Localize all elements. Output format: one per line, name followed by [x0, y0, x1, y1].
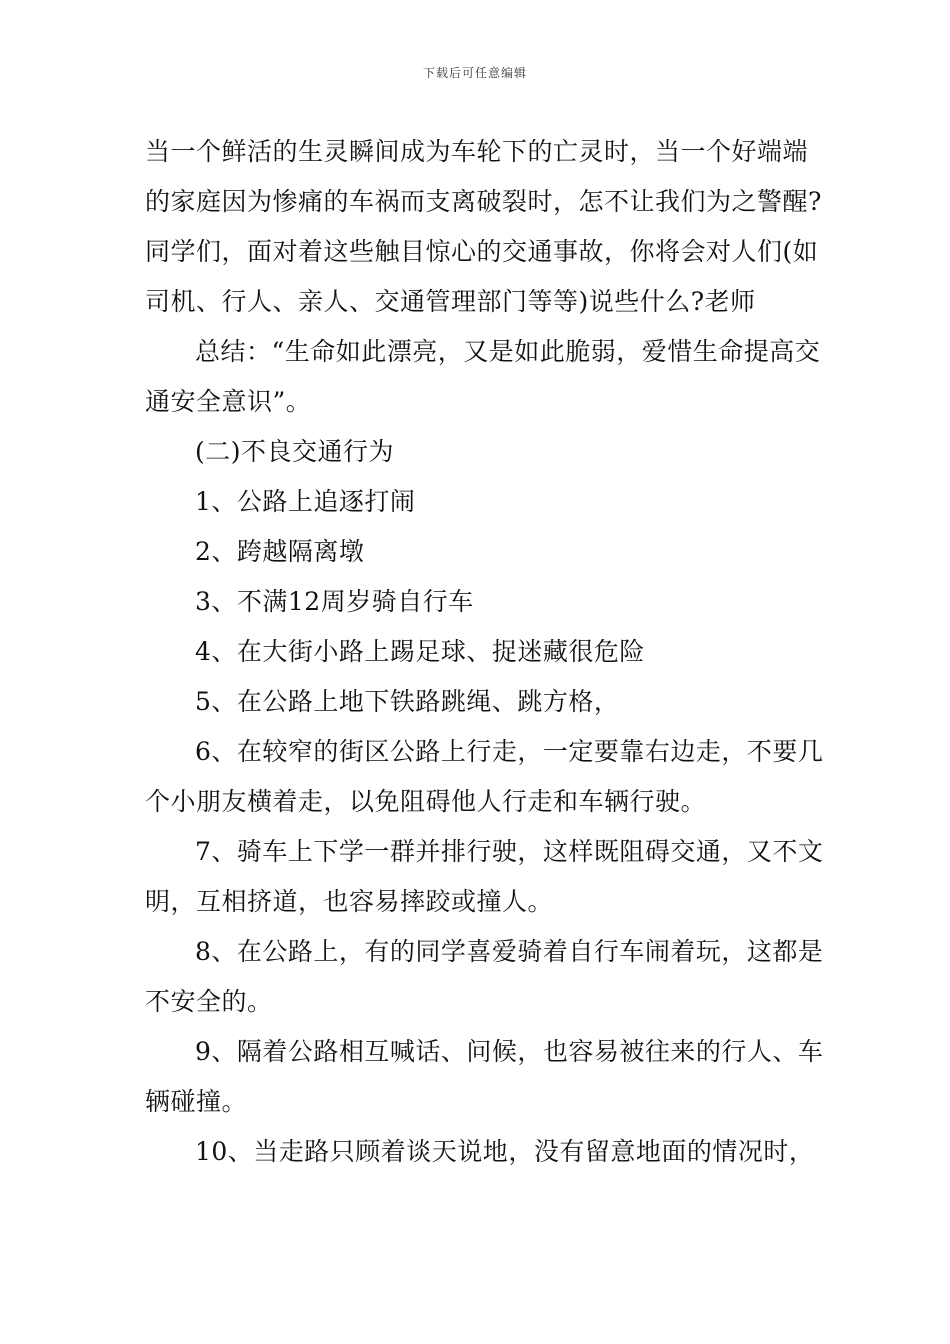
list-item: 5、在公路上地下铁路跳绳、跳方格， — [195, 687, 620, 716]
list-item: 9、隔着公路相互喊话、问候，也容易被往来的行人、车辆碰撞。 — [145, 1037, 824, 1116]
document-body — [145, 127, 825, 1177]
paragraph-summary: 总结：“生命如此漂亮，又是如此脆弱，爱惜生命提高交通安全意识”。 — [145, 337, 821, 416]
list-item: 4、在大街小路上踢足球、捉迷藏很危险 — [195, 637, 645, 666]
list-item: 7、骑车上下学一群并排行驶，这样既阻碍交通，又不文明，互相挤道，也容易摔跤或撞人。 — [145, 837, 824, 916]
header-note: 下载后可任意编辑 — [422, 66, 527, 80]
list-item: 10、当走路只顾着谈天说地，没有留意地面的情况时， — [195, 1137, 815, 1166]
paragraph-intro: 当一个鲜活的生灵瞬间成为车轮下的亡灵时，当一个好端端的家庭因为惨痛的车祸而支离破裂时，怎不让我们为之警醒?同学们，面对着这些触目惊心的交通事故，你将会对人们(如司机、行人、亲人、交通管理部门等等)说些什么?老师 — [145, 137, 822, 316]
list-item: 6、在较窄的街区公路上行走，一定要靠右边走，不要几个小朋友横着走，以免阻碍他人行走和车辆行驶。 — [145, 737, 824, 816]
section-heading: (二)不良交通行为 — [195, 437, 395, 466]
list-item: 3、不满12周岁骑自行车 — [195, 587, 474, 616]
list-item: 8、在公路上，有的同学喜爱骑着自行车闹着玩，这都是不安全的。 — [145, 937, 824, 1016]
list-item: 2、跨越隔离墩 — [195, 537, 365, 566]
list-item: 1、公路上追逐打闹 — [195, 487, 416, 516]
